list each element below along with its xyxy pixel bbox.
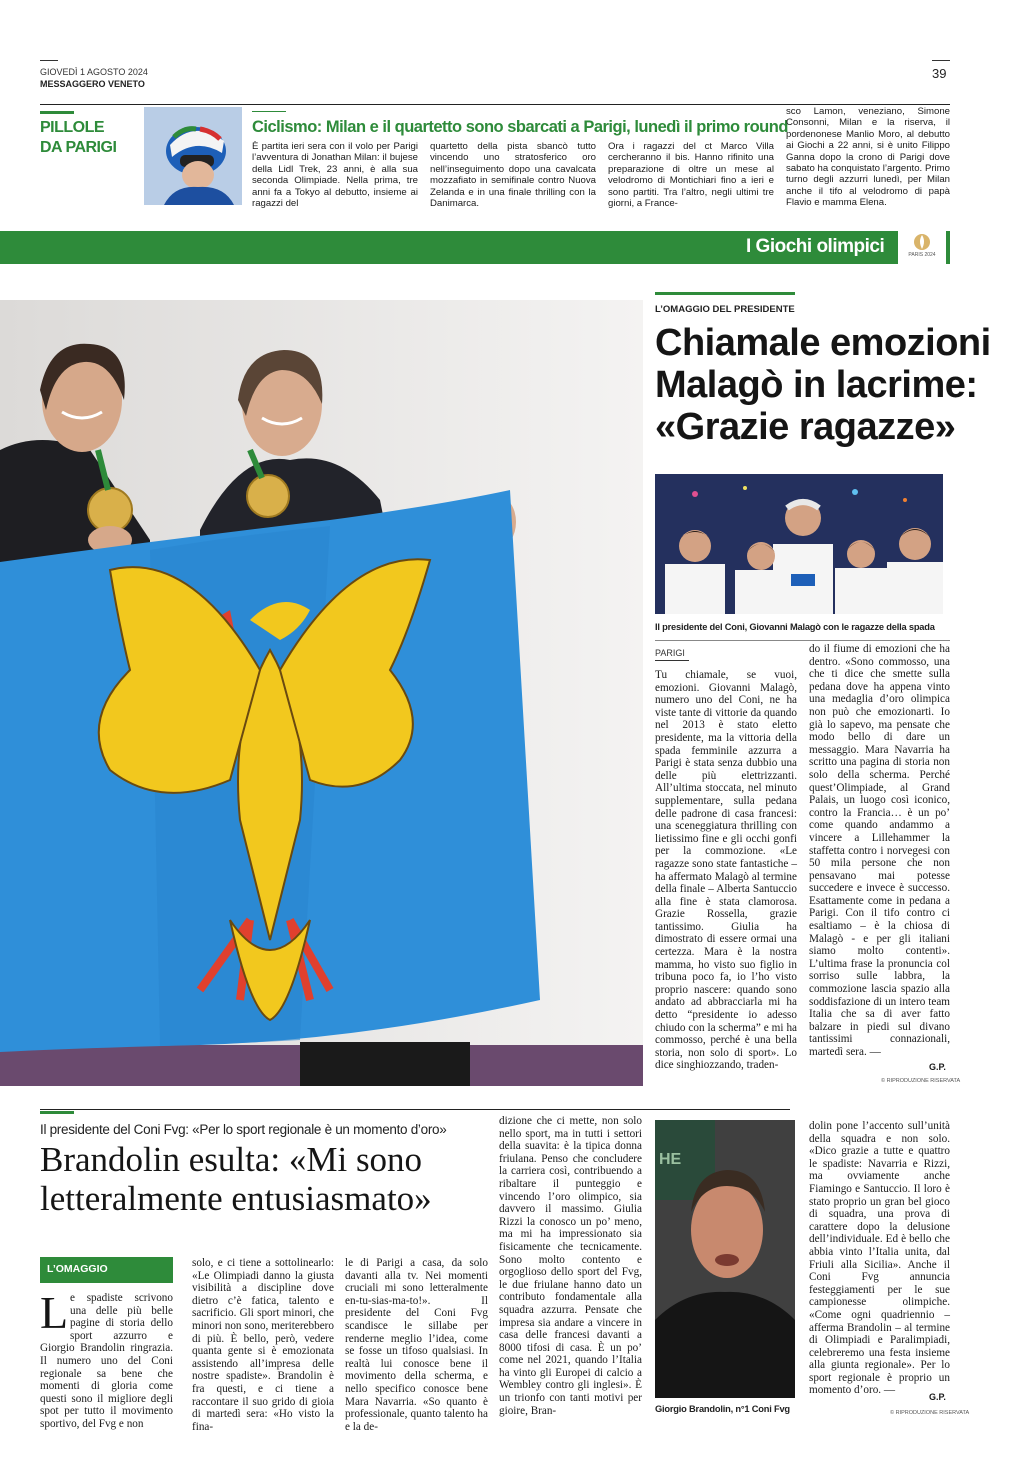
main-headline — [655, 322, 991, 448]
brandolin-photo-caption: Giorgio Brandolin, n°1 Coni Fvg — [655, 1404, 790, 1414]
main-kicker-accent — [655, 292, 795, 295]
cyclist-illustration — [144, 107, 242, 205]
main-kicker: L’OMAGGIO DEL PRESIDENTE — [655, 304, 795, 315]
main-photo — [0, 300, 643, 1086]
paris-logo-text: PARIS 2024 — [908, 252, 936, 258]
pillole-label-line2: DA PARIGI — [40, 139, 117, 156]
main-headline-line1: Chiamale emozioni — [655, 322, 991, 364]
second-signature: G.P. — [929, 1392, 946, 1402]
main-col2: do il fiume di emozioni che ha dentro. «Sono commosso, una che ti dice che smette sulla pedana dove ha appena vinto una medaglia d’oro olimpica non può che emozionarti. Io già lo sapevo, ma pensate che modo bello di dare un messaggio. Mara Navarria ha scritto una pagina di storia non solo della scherma. Perché quest’Olimpiade, al Grand Palais, un luogo così iconico, contro la Francia… è un po’ come quando andammo a vincere a Lillehammer la staffetta contro i norvegesi con 50 mila persone che non pensavano mai potesse succedere e invece è successo. Esattamente come in pedana a Parigi. Con il tifo contro ci esaltiamo – è la chiosa di Malagò - e per gli italiani siamo molto contenti». L’ultima frase la pronuncia col sorriso sulle labbra, la commozione lascia spazio alla soddisfazione di un intero team Italia che sa di aver fatto balzare in piedi sul divano tantissimi connazionali, martedì sera. — — [809, 643, 950, 1058]
second-headline-line1: Brandolin esulta: «Mi sono — [40, 1140, 423, 1179]
pillole-col3: Ora i ragazzi del ct Marco Villa cercheranno il bis. Hanno rifinito una preparazione di oltre un mese al velodromo di Montichiari fino a ieri e sono partiti. Tra l’altro, negli ultimi tre giorni, a France- — [608, 141, 774, 210]
second-headline — [40, 1140, 432, 1218]
pillole-label-line1: PILLOLE — [40, 119, 105, 136]
main-dateline: PARIGI — [655, 648, 685, 658]
brandolin-photo — [655, 1120, 795, 1398]
paris-logo — [898, 231, 946, 264]
pillole-col1: È partita ieri sera con il volo per Parigi l’avventura di Jonathan Milan: il bujese della Lidl Trek, 23 anni, è alla sua seconda Olimpiade. Nella prima, tre anni fa a Tokyo al debutto, insieme ai ragazzi del — [252, 141, 418, 210]
second-col3: le di Parigi a casa, da solo davanti alla tv. Nei momenti cruciali mi sono letteralmente en-tu-sias-ma-to!». Il presidente del Coni Fvg scandisce le sillabe per renderne meglio l’idea, come se fosse un tifoso qualsiasi. In realtà lui conosce bene il movimento della scherma, e nello specifico conosce bene Mara Navarria. «So quanto è professionale, quanto talento ha e la de- — [345, 1257, 488, 1433]
pillole-headline: Ciclismo: Milan e il quartetto sono sbarcati a Parigi, lunedì il primo round — [252, 118, 788, 136]
second-kicker-accent — [40, 1111, 74, 1114]
second-kicker: Il presidente del Coni Fvg: «Per lo sport regionale è un momento d’oro» — [40, 1122, 447, 1137]
second-dropcap: L — [40, 1287, 69, 1338]
paris-flame-icon — [898, 231, 946, 264]
header-rule — [40, 104, 950, 105]
pillole-accent — [40, 111, 74, 114]
main-caption-rule — [655, 640, 950, 641]
main-copyright: © RIPRODUZIONE RISERVATA — [881, 1078, 961, 1084]
main-col1: Tu chiamale, se vuoi, emozioni. Giovanni Malagò, numero uno del Coni, ne ha viste tante di vittorie da quando nel 2013 è stato eletto presidente, ma la vittoria della spada femminile azzurra a Parigi è stata senza dubbio una delle più elettrizzanti. All’ultima stoccata, nel minuto supplementare, sulla pedana delle padrone di casa francesi: una sceneggiatura thrilling con lietissimo fine e gli occhi gonfi per la commozione. «Le ragazze sono state fantastiche – ha affermato Malagò al termine della finale – Alberta Santuccio alla fine è stata clamorosa. Grazie Rossella, grazie tantissimo. Giulia ha dimostrato di essere ormai una certezza. Mara è la nostra mamma, ho visto suo figlio in tribuna poco fa, io l’ho visto proprio nascere: quando sono andato ad abbracciarla mi ha detto “presidente io adesso chiudo con la scherma” e mi ha commosso, perché è una bella storia, non solo di sport». Lo dice singhiozzando, traden- — [655, 669, 797, 1072]
main-headline-line3: «Grazie ragazze» — [655, 406, 956, 448]
dateline-rule — [655, 660, 689, 661]
malago-team-illustration — [655, 474, 943, 614]
omaggio-label: L’OMAGGIO — [47, 1263, 108, 1275]
malago-photo — [655, 474, 943, 614]
main-headline-line2: Malagò in lacrime: — [655, 364, 978, 406]
brandolin-illustration — [655, 1120, 795, 1398]
header-date: GIOVEDÌ 1 AGOSTO 2024 — [40, 67, 148, 77]
pillole-col2: quartetto della pista sbancò tutto vincendo uno stratosferico oro nell’inseguimento dopo una cavalcata mozzafiato in semifinale contro Nuova Zelanda e in una finale thrilling con la Danimarca. — [430, 141, 596, 210]
header-tick — [40, 60, 58, 61]
second-col2: solo, e ci tiene a sottolinearlo: «Le Olimpiadi danno la giusta visibilità a discipline dove dietro c’è fatica, talento e sacrificio. Gli sport minori, che minori non sono, meriterebbero di più. È bello, però, vedere quanta gente si è emozionata assistendo all’impresa delle nostre spadiste». Brandolin è fra questi, e ci tiene a raccontare il suo grido di gioia di martedì sera: «Ho visto la fina- — [192, 1257, 334, 1433]
malago-photo-caption: Il presidente del Coni, Giovanni Malagò con le ragazze della spada — [655, 622, 935, 632]
header-paper: MESSAGGERO VENETO — [40, 79, 145, 89]
second-col1-wrap — [40, 1287, 173, 1430]
page-number: 39 — [932, 66, 947, 81]
second-headline-line2: letteralmente entusiasmato» — [40, 1179, 432, 1218]
pillole-headline-accent — [252, 111, 286, 112]
main-signature: G.P. — [929, 1062, 946, 1072]
page-number-tick — [932, 60, 950, 61]
second-col5: dolin pone l’accento sull’unità della squadra e non solo. «Dico grazie a tutte e quattro le spadiste: Navarria e Rizzi, ma ovviamente anche Fiamingo e Santuccio. Il loro è stato proprio un gran bel gioco di squadra, una prova di carattere dopo la delusione dell’individuale. Ed è bello che abbia vinto l’Italia unita, dal Friuli alla Sicilia». Anche il Coni Fvg annuncia festeggiamenti per le sue campionesse olimpiche. «Come ogni quadriennio – afferma Brandolin – al termine di Olimpiadi e Paralimpiadi, celebreremo una festa insieme alla giunta regionale». Per lo sport regionale è proprio un momento d’oro. — — [809, 1120, 950, 1397]
pillole-label — [40, 118, 116, 158]
second-col4: dizione che ci mette, non solo nello sport, ma in tutti i settori della suavita: è la tipica donna friulana. Penso che concludere la carriera così, contribuendo a ribaltare il punteggio e vincendo l’oro olimpico, sia davvero il massimo. Giulia Rizzi la conosco un po’ meno, ma mi ha impressionato sia fisicamente che tecnicamente. Sono molto contento e orgoglioso dello sport del Fvg, le due friulane hanno dato un contributo fondamentale alla squadra azzurra. Pensate che impresa sia andare a vincere in casa delle francesi davanti a 8000 tifosi di casa. È un po’ come nel 2021, quando l’Italia ha vinto gli Europei di calcio a Wembley contro gli inglesi». È un trionfo con tanti motivi per gioire, Bran- — [499, 1115, 642, 1417]
section-title: I Giochi olimpici — [746, 236, 885, 257]
cyclist-photo — [144, 107, 242, 205]
dropcap-spacer — [40, 1287, 70, 1340]
second-top-rule — [40, 1109, 790, 1110]
pillole-col4: sco Lamon, veneziano, Simone Consonni, Milan e la riserva, il pordenonese Manlio Moro, al debutto ai Giochi a 22 anni, si è unito Filippo Ganna dopo la crono di Parigi dove sabato ha conquistato l’argento. Primo turno degli azzurri lunedì, per Milan anche il tifo al velodromo di papà Flavio e mamma Elena. — [786, 106, 950, 209]
second-col1: e spadiste scrivono una delle più belle pagine di storia dello sport azzurro e Giorgio Brandolin ringrazia. Il numero uno del Coni regionale sa bene che momenti di gloria come questi sono il migliore degli spot per tutto il movimento sportivo, del Fvg e non — [40, 1292, 173, 1430]
second-copyright: © RIPRODUZIONE RISERVATA — [890, 1410, 970, 1416]
fencers-flag-illustration — [0, 300, 643, 1086]
svg-text:HE: HE — [659, 1151, 682, 1168]
